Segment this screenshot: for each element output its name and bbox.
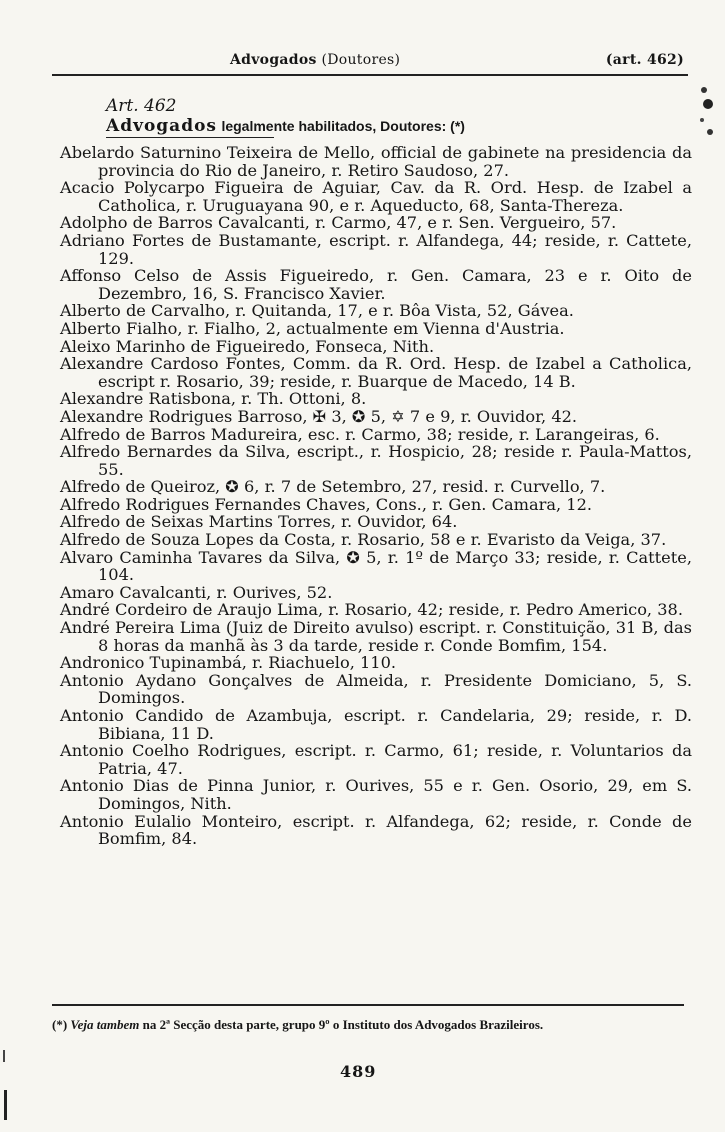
section-heading-rest: legalmente habilitados, Doutores: (*) <box>221 118 465 134</box>
list-item: Adriano Fortes de Bustamante, escript. r. Alfandega, 44; reside, r. Cattete, 129. <box>60 230 692 268</box>
list-item: Amaro Cavalcanti, r. Ourives, 52. <box>60 582 333 602</box>
list-item: Antonio Dias de Pinna Junior, r. Ourives, 55 e r. Gen. Osorio, 29, em S. Domingos, Nith. <box>60 776 692 813</box>
list-item: Alexandre Ratisbona, r. Th. Ottoni, 8. <box>60 389 367 409</box>
list-item: Antonio Eulalio Monteiro, escript. r. Alfandega, 62; reside, r. Conde de Bomfim, 84. <box>60 811 692 849</box>
running-title <box>230 52 400 68</box>
list-item: Alberto de Carvalho, r. Quitanda, 17, e r. Bôa Vista, 52, Gávea. <box>60 301 574 321</box>
article-number: Art. 462 <box>106 96 177 116</box>
running-title-bold: Advogados <box>230 52 317 68</box>
page-number: 489 <box>340 1062 377 1081</box>
section-heading-main: Advogados <box>106 116 217 136</box>
footnote-text: na 2ª Secção desta parte, grupo 9º o Instituto dos Advogados Brazileiros. <box>142 1017 544 1032</box>
list-item: Acacio Polycarpo Figueira de Aguiar, Cav. da R. Ord. Hesp. de Izabel a Catholica, r. Uruguayana 90, e r. Aqueducto, 68, Santa-Thereza. <box>60 178 692 215</box>
footnote-marker: (*) <box>52 1017 68 1032</box>
entry-list <box>60 144 692 848</box>
running-article-ref: (art. 462) <box>605 52 684 68</box>
list-item: Aleixo Marinho de Figueiredo, Fonseca, Nith. <box>60 336 435 356</box>
running-header <box>52 52 684 74</box>
footnote <box>52 1016 688 1033</box>
list-item: Alfredo de Seixas Martins Torres, r. Ouvidor, 64. <box>60 512 458 532</box>
list-item: Alfredo Rodrigues Fernandes Chaves, Cons., r. Gen. Camara, 12. <box>60 494 593 514</box>
running-title-paren: (Doutores) <box>321 52 401 68</box>
list-item: Alfredo de Souza Lopes da Costa, r. Rosario, 58 e r. Evaristo da Veiga, 37. <box>60 530 667 550</box>
scan-edge-noise-left <box>0 1040 14 1130</box>
section-heading-underline <box>106 137 274 138</box>
footnote-rule <box>52 1004 684 1006</box>
list-item: Antonio Candido de Azambuja, escript. r. Candelaria, 29; reside, r. D. Bibiana, 11 D. <box>60 706 692 743</box>
list-item: André Cordeiro de Araujo Lima, r. Rosario, 42; reside, r. Pedro Americo, 38. <box>60 600 683 620</box>
list-item: André Pereira Lima (Juiz de Direito avulso) escript. r. Constituição, 31 B, das 8 horas da manhã às 3 da tarde, reside r. Conde Bomfim, 154. <box>60 618 692 655</box>
list-item: Andronico Tupinambá, r. Riachuelo, 110. <box>60 653 397 673</box>
list-item: Adolpho de Barros Cavalcanti, r. Carmo, 47, e r. Sen. Vergueiro, 57. <box>60 213 617 233</box>
list-item: Antonio Coelho Rodrigues, escript. r. Carmo, 61; reside, r. Voluntarios da Patria, 47. <box>60 741 692 778</box>
list-item: Alvaro Caminha Tavares da Silva, ✪ 5, r. 1º de Março 33; reside, r. Cattete, 104. <box>60 547 692 585</box>
list-item: Alexandre Rodrigues Barroso, ✠ 3, ✪ 5, ✡ 7 e 9, r. Ouvidor, 42. <box>60 406 578 426</box>
section-heading <box>106 116 465 136</box>
list-item: Antonio Aydano Gonçalves de Almeida, r. Presidente Domiciano, 5, S. Domingos. <box>60 670 692 708</box>
footnote-italic: Veja tambem <box>70 1017 140 1032</box>
list-item: Abelardo Saturnino Teixeira de Mello, official de gabinete na presidencia da provincia do Rio de Janeiro, r. Retiro Saudoso, 27. <box>60 143 692 180</box>
list-item: Alfredo de Barros Madureira, esc. r. Carmo, 38; reside, r. Larangeiras, 6. <box>60 424 660 444</box>
list-item: Alexandre Cardoso Fontes, Comm. da R. Ord. Hesp. de Izabel a Catholica, escript r. Rosario, 39; reside, r. Buarque de Macedo, 14 B. <box>60 354 692 391</box>
list-item: Affonso Celso de Assis Figueiredo, r. Gen. Camara, 23 e r. Oito de Dezembro, 16, S. Francisco Xavier. <box>60 266 692 303</box>
header-rule <box>52 74 688 76</box>
list-item: Alfredo Bernardes da Silva, escript., r. Hospicio, 28; reside r. Paula-Mattos, 55. <box>60 442 692 479</box>
list-item: Alfredo de Queiroz, ✪ 6, r. 7 de Setembro, 27, resid. r. Curvello, 7. <box>60 477 606 497</box>
list-item: Alberto Fialho, r. Fialho, 2, actualmente em Vienna d'Austria. <box>60 318 565 338</box>
scan-edge-noise-right <box>690 70 725 160</box>
